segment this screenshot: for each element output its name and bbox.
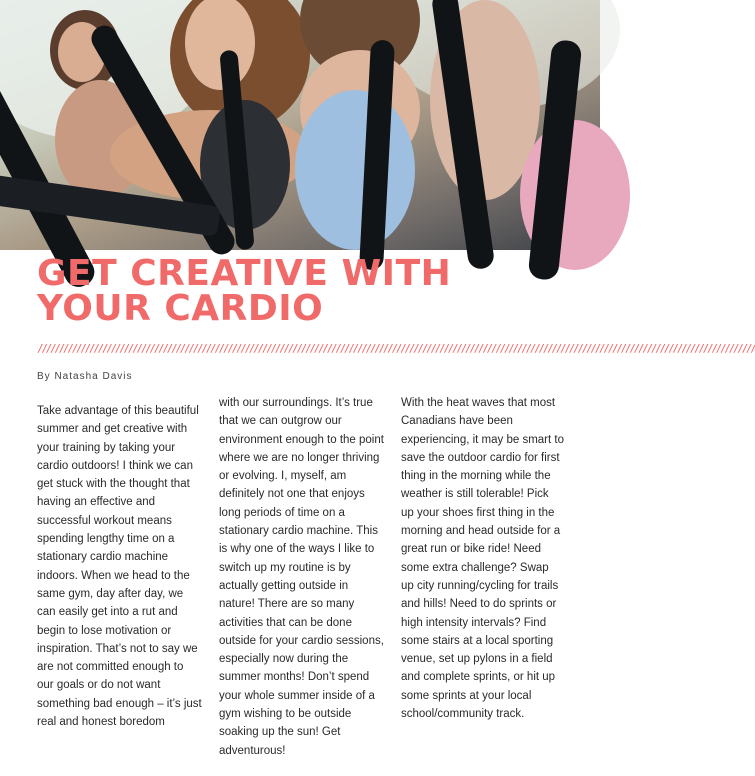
article-byline: By Natasha Davis — [37, 371, 133, 382]
hero-photo — [0, 0, 600, 250]
hero-person-right-tank — [295, 90, 415, 250]
headline-divider: ////////////////////////////////////////////////////////////////////////////////////////////////////////////////////////////////////////////////////////////////////// — [37, 342, 755, 355]
article-column-2: with our surroundings. It’s true that we can outgrow our environment enough to the point where we are no longer thriving or evolving. I, myself, am definitely not one that enjoys long periods of time on a stationary cardio machine. This is why one of the ways I like to switch up my routine is by actually getting outside in nature! There are so many activities that can be done outside for your cardio sessions, especially now during the summer months! Don’t spend your whole summer inside of a gym wishing to be outside soaking up the sun! Get adventurous! — [219, 397, 384, 757]
article-headline: GET CREATIVE WITH YOUR CARDIO — [37, 253, 452, 329]
article-column-1: Take advantage of this beautiful summer and get creative with your training by taking your cardio outdoors! I think we can get stuck with the thought that having an effective and successful workout means spending lengthy time on a stationary cardio machine indoors. When we head to the same gym, day after day, we can easily get into a rut and begin to lose motivation or inspiration. That’s not to say we are not committed enough to our goals or do not want something bad enough – it’s just real and honest boredom — [37, 405, 202, 729]
article-column-3: With the heat waves that most Canadians have been experiencing, it may be smart to save the outdoor cardio for first thing in the morning while the weather is still tolerable! Pick up your shoes first thing in the morning and head outside for a great run or bike ride! Need some extra challenge? Swap up city running/cycling for trails and hills! Need to do sprints or high intensity intervals? Find some stairs at a local sporting venue, set up pylons in a field and complete sprints, or hit up some sprints at your local school/community track. — [401, 397, 564, 721]
